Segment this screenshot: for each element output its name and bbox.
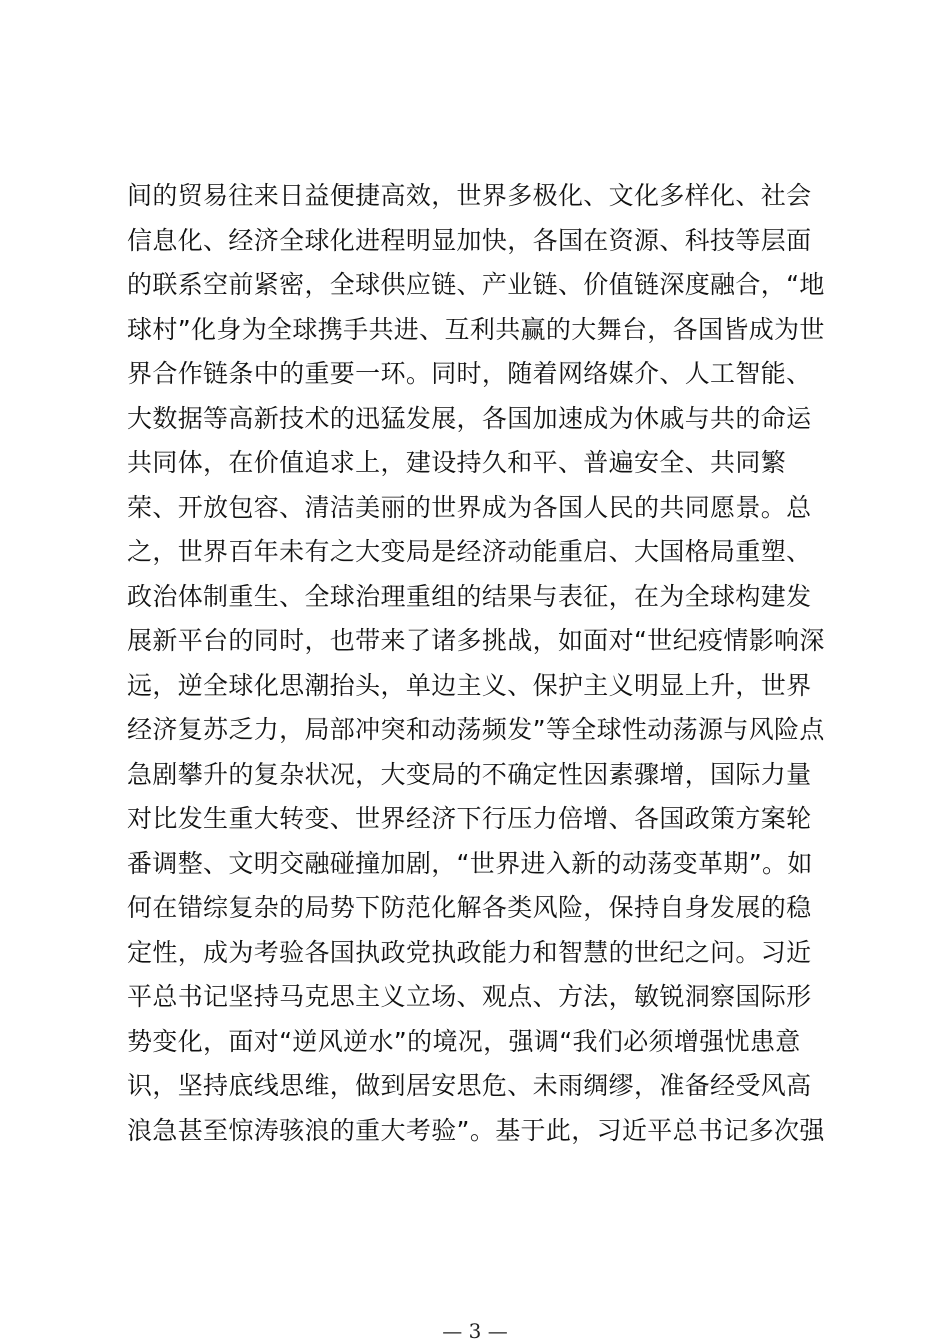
text-line: 共同体，在价值追求上，建设持久和平、普遍安全、共同繁 <box>127 448 787 477</box>
text-line: 远，逆全球化思潮抬头，单边主义、保护主义明显上升，世界 <box>127 670 812 700</box>
page-number: — 3 — <box>442 1319 508 1343</box>
text-line: 间的贸易往来日益便捷高效，世界多极化、文化多样化、社会 <box>127 181 812 210</box>
text-line: 势变化，面对“逆风逆水”的境况，强调“我们必须增强忧患意 <box>127 1026 801 1056</box>
text-line: 的联系空前紧密，全球供应链、产业链、价值链深度融合，“地 <box>127 270 825 299</box>
text-line: 之，世界百年未有之大变局是经济动能重启、大国格局重塑、 <box>127 537 812 566</box>
text-line: 经济复苏乏力，局部冲突和动荡频发”等全球性动荡源与风险点 <box>127 715 825 744</box>
text-line: 界合作链条中的重要一环。同时，随着网络媒介、人工智能、 <box>127 359 812 388</box>
text-line: 大数据等高新技术的迅猛发展，各国加速成为休戚与共的命运 <box>127 403 812 433</box>
text-line: 对比发生重大转变、世界经济下行压力倍增、各国政策方案轮 <box>127 804 812 833</box>
text-line: 番调整、文明交融碰撞加剧，“世界进入新的动荡变革期”。如 <box>127 848 813 878</box>
text-line: 信息化、经济全球化进程明显加快，各国在资源、科技等层面 <box>127 225 812 255</box>
text-line: 展新平台的同时，也带来了诸多挑战，如面对“世纪疫情影响深 <box>127 626 825 655</box>
text-line: 政治体制重生、全球治理重组的结果与表征，在为全球构建发 <box>127 581 812 611</box>
text-line: 浪急甚至惊涛骇浪的重大考验”。基于此，习近平总书记多次强 <box>127 1115 825 1145</box>
text-line: 何在错综复杂的局势下防范化解各类风险，保持自身发展的稳 <box>127 893 812 922</box>
text-line: 定性，成为考验各国执政党执政能力和智慧的世纪之问。习近 <box>127 937 812 967</box>
text-line: 识，坚持底线思维，做到居安思危、未雨绸缪，准备经受风高 <box>127 1071 812 1100</box>
body-text <box>127 174 847 1153</box>
text-line: 平总书记坚持马克思主义立场、观点、方法，敏锐洞察国际形 <box>127 982 812 1011</box>
text-line: 球村”化身为全球携手共进、互利共赢的大舞台，各国皆成为世 <box>127 314 825 344</box>
text-line: 荣、开放包容、清洁美丽的世界成为各国人民的共同愿景。总 <box>127 492 812 522</box>
text-line: 急剧攀升的复杂状况，大变局的不确定性因素骤增，国际力量 <box>127 759 812 789</box>
